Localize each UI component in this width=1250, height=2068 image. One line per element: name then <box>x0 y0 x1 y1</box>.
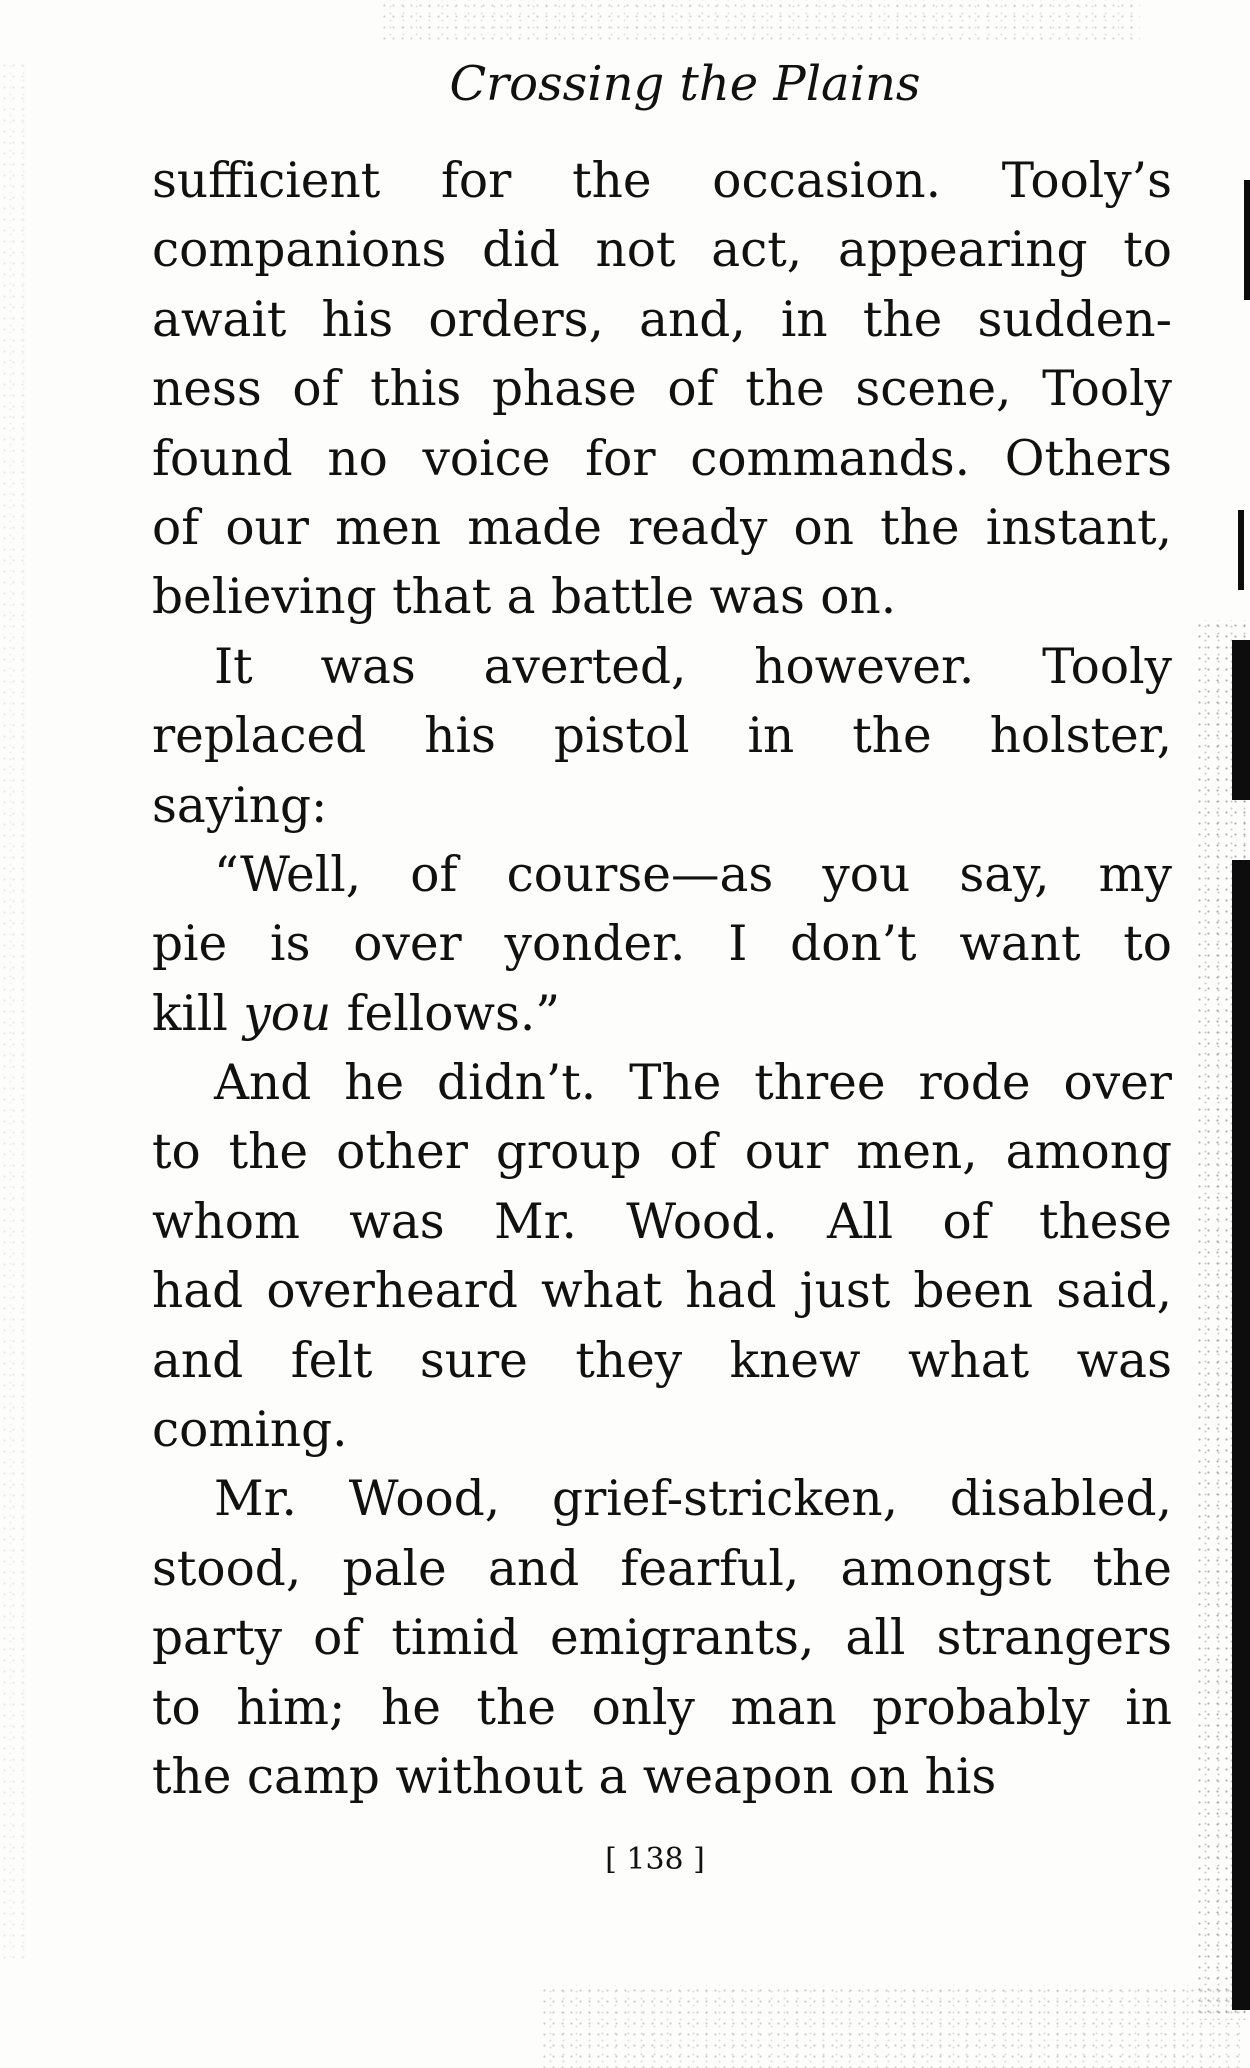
paragraph <box>152 147 1172 633</box>
text-line: found no voice for commands. Others <box>152 430 1172 487</box>
binding-edge-mark <box>1232 640 1250 800</box>
text-line: of our men made ready on the instant, <box>152 499 1172 556</box>
binding-edge-mark <box>1244 180 1250 300</box>
page-number: [ 138 ] <box>605 1842 705 1877</box>
text-line: believing that a battle was on. <box>152 569 897 626</box>
paragraph <box>152 633 1172 841</box>
paragraph <box>152 1465 1172 1812</box>
text-line: “Well, of course—as you say, my <box>214 846 1172 903</box>
binding-edge-mark <box>1232 860 1250 2010</box>
text-line: It was averted, however. Tooly <box>214 638 1172 695</box>
text-line: the camp without a weapon on his <box>152 1748 997 1805</box>
running-head: Crossing the Plains <box>449 56 921 112</box>
text-line: to him; he the only man probably in <box>152 1679 1172 1736</box>
text-line: pie is over yonder. I don’t want to <box>152 916 1172 973</box>
text-line: and felt sure they knew what was <box>152 1332 1172 1389</box>
text-line: Mr. Wood, grief-stricken, disabled, <box>214 1471 1172 1528</box>
text-line: And he didn’t. The three rode over <box>214 1055 1172 1112</box>
text-line: sufficient for the occasion. Tooly’s <box>152 153 1172 209</box>
text-line: coming. <box>152 1402 348 1459</box>
italic-word: you <box>243 985 332 1042</box>
scan-noise-left <box>0 60 28 1960</box>
text-line: await his orders, and, in the sudden- <box>152 291 1172 348</box>
text-line: ness of this phase of the scene, Tooly <box>152 361 1172 418</box>
text-line: replaced his pistol in the holster, <box>152 708 1172 765</box>
text-line: party of timid emigrants, all strangers <box>152 1610 1172 1667</box>
scan-noise-bottom <box>540 1985 1240 2068</box>
binding-edge-mark <box>1238 510 1244 590</box>
text-line: kill you fellows.” <box>152 985 561 1042</box>
paragraph <box>152 1049 1172 1465</box>
text-line: saying: <box>152 777 328 834</box>
text-line: to the other group of our men, among <box>152 1124 1172 1181</box>
text-line: companions did not act, appearing to <box>152 222 1172 279</box>
body-text <box>152 147 1172 1812</box>
scan-noise-top <box>380 0 1140 40</box>
paragraph <box>152 841 1172 1049</box>
text-line: stood, pale and fearful, amongst the <box>152 1540 1172 1597</box>
text-line: had overheard what had just been said, <box>152 1263 1172 1320</box>
text-line: whom was Mr. Wood. All of these <box>152 1193 1172 1250</box>
